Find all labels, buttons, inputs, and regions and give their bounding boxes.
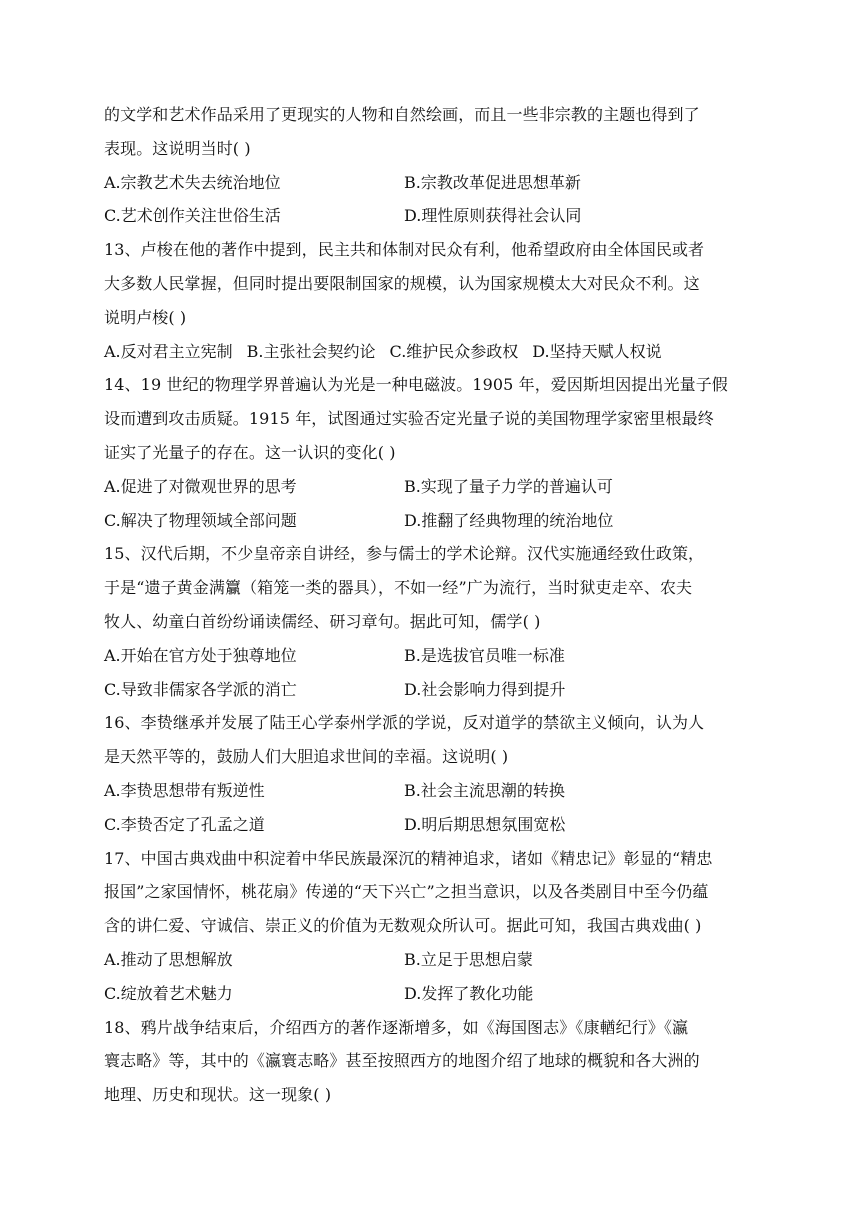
question-18 <box>104 1011 762 1112</box>
option-b: B.实现了量子力学的普遍认可 <box>404 476 613 496</box>
question-14 <box>104 368 762 537</box>
question-16 <box>104 706 762 841</box>
options-row <box>104 470 762 504</box>
question-text-line: 16、李贽继承并发展了陆王心学泰州学派的学说，反对道学的禁欲主义倾向，认为人 <box>104 713 705 733</box>
question-12-continued <box>104 98 762 233</box>
question-15 <box>104 537 762 706</box>
question-text-line: 表现。这说明当时( ) <box>104 138 251 158</box>
options-row <box>104 199 762 233</box>
options-row <box>104 673 762 707</box>
option-a: A.反对君主立宪制 <box>104 341 233 361</box>
question-text-line: 是天然平等的，鼓励人们大胆追求世间的幸福。这说明( ) <box>104 747 509 767</box>
options-row <box>104 504 762 538</box>
question-13 <box>104 233 762 368</box>
option-c: C.维护民众参政权 <box>389 341 519 361</box>
option-c: C.解决了物理领域全部问题 <box>104 510 297 530</box>
question-text-line: 的文学和艺术作品采用了更现实的人物和自然绘画，而且一些非宗教的主题也得到了 <box>104 105 700 124</box>
question-text-line: 设而遭到攻击质疑。1915 年，试图通过实验否定光量子说的美国物理学家密里根最终 <box>104 409 714 429</box>
option-a: A.宗教艺术失去统治地位 <box>104 172 281 192</box>
question-17 <box>104 842 762 1011</box>
option-a: A.促进了对微观世界的思考 <box>104 476 297 496</box>
question-text-line: 于是“遗子黄金满籯（箱笼一类的器具），不如一经”广为流行，当时狱吏走卒、农夫 <box>104 578 693 598</box>
option-d: D.推翻了经典物理的统治地位 <box>404 510 614 530</box>
question-text-line: 17、中国古典戏曲中积淀着中华民族最深沉的精神追求，诸如《精忠记》彰显的“精忠 <box>104 848 713 868</box>
question-text-line: 15、汉代后期，不少皇帝亲自讲经，参与儒士的学术论辩。汉代实施通经致仕政策， <box>104 544 705 564</box>
options-row <box>104 166 762 200</box>
question-text-line: 13、卢梭在他的著作中提到，民主共和体制对民众有利，他希望政府由全体国民或者 <box>104 240 705 260</box>
option-c: C.绽放着艺术魅力 <box>104 983 233 1003</box>
options-row <box>104 335 762 369</box>
question-text-line: 18、鸦片战争结束后，介绍西方的著作逐渐增多，如《海国图志》《康輶纪行》《瀛 <box>104 1017 689 1037</box>
options-row <box>104 774 762 808</box>
option-c: C.艺术创作关注世俗生活 <box>104 206 281 226</box>
option-d: D.社会影响力得到提升 <box>404 679 566 699</box>
options-row <box>104 808 762 842</box>
question-text-line: 说明卢梭( ) <box>104 307 187 327</box>
question-text-line: 14、19 世纪的物理学界普遍认为光是一种电磁波。1905 年，爱因斯坦因提出光量子假 <box>104 375 728 395</box>
option-a: A.李贽思想带有叛逆性 <box>104 780 265 800</box>
question-text-line: 含的讲仁爱、守诚信、崇正义的价值为无数观众所认可。据此可知，我国古典戏曲( ) <box>104 916 702 936</box>
option-c: C.李贽否定了孔孟之道 <box>104 814 265 834</box>
option-d: D.坚持天赋人权说 <box>532 341 662 361</box>
option-b: B.社会主流思潮的转换 <box>404 780 565 800</box>
option-d: D.理性原则获得社会认同 <box>404 206 582 226</box>
question-text-line: 牧人、幼童白首纷纷诵读儒经、研习章句。据此可知，儒学( ) <box>104 611 541 631</box>
option-b: B.宗教改革促进思想革新 <box>404 172 581 192</box>
option-b: B.立足于思想启蒙 <box>404 949 533 969</box>
question-text-line: 地理、历史和现状。这一现象( ) <box>104 1085 332 1105</box>
question-text-line: 报国”之家国情怀，桃花扇》传递的“天下兴亡”之担当意识，以及各类剧目中至今仍蕴 <box>104 882 709 902</box>
question-text-line: 证实了光量子的存在。这一认识的变化( ) <box>104 442 396 462</box>
option-b: B.是选拔官员唯一标准 <box>404 645 565 665</box>
options-row <box>104 639 762 673</box>
options-row <box>104 943 762 977</box>
option-d: D.明后期思想氛围宽松 <box>404 814 566 834</box>
option-b: B.主张社会契约论 <box>246 341 376 361</box>
question-text-line: 大多数人民掌握，但同时提出要限制国家的规模，认为国家规模太大对民众不利。这 <box>104 273 700 293</box>
option-d: D.发挥了教化功能 <box>404 983 534 1003</box>
option-a: A.开始在官方处于独尊地位 <box>104 645 297 665</box>
question-text-line: 寰志略》等，其中的《瀛寰志略》甚至按照西方的地图介绍了地球的概貌和各大洲的 <box>104 1051 700 1071</box>
option-a: A.推动了思想解放 <box>104 949 233 969</box>
option-c: C.导致非儒家各学派的消亡 <box>104 679 297 699</box>
options-row <box>104 977 762 1011</box>
